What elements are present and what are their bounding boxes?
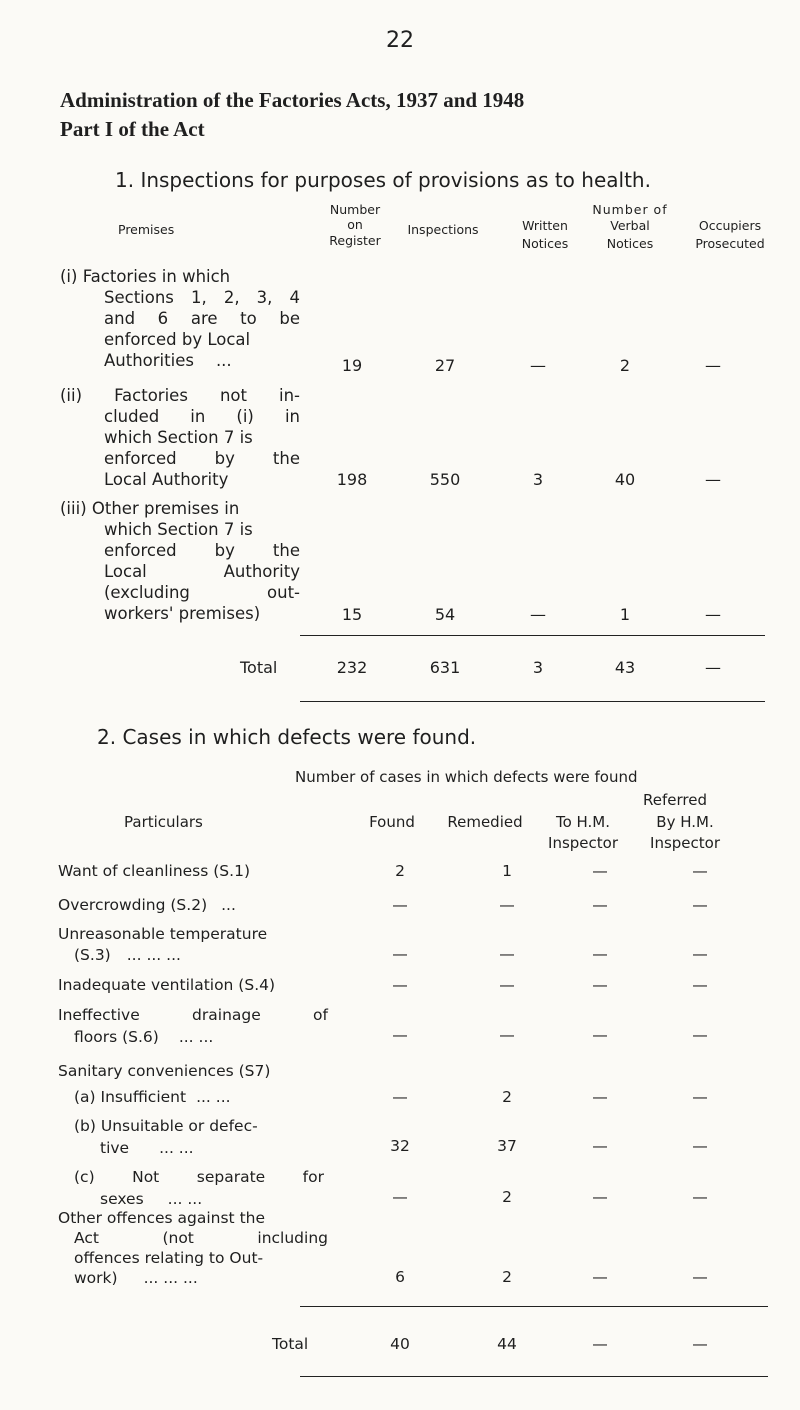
cell-remedied: — bbox=[499, 1026, 515, 1044]
table-row-label: (iii) Other premises in which Section 7 is enforced by the Local Authority (excluding out- workers' premises) bbox=[60, 499, 300, 623]
cell-inspections: 27 bbox=[434, 356, 456, 375]
table-row-label: Overcrowding (S.2) ... bbox=[58, 896, 236, 914]
header-occupiers-prosecuted: Occupiers Prosecuted bbox=[695, 218, 765, 251]
cell-to-hm: — bbox=[592, 1188, 608, 1206]
divider bbox=[300, 635, 765, 636]
table-row-label: Sanitary conveniences (S7) bbox=[58, 1062, 271, 1080]
section2-title: 2. Cases in which defects were found. bbox=[97, 725, 477, 749]
cell-by-hm: — bbox=[692, 1268, 708, 1286]
header-register: Number on Register bbox=[329, 202, 381, 248]
cell-verbal: 2 bbox=[619, 356, 631, 375]
total-to-hm: — bbox=[592, 1335, 608, 1353]
total-label: Total bbox=[272, 1335, 309, 1353]
cell-inspections: 54 bbox=[434, 605, 456, 624]
cell-to-hm: — bbox=[592, 1026, 608, 1044]
total-verbal: 43 bbox=[614, 658, 636, 677]
header-number-of: Number of bbox=[592, 202, 668, 217]
cell-remedied: 1 bbox=[502, 862, 512, 880]
cell-remedied: — bbox=[499, 945, 515, 963]
cell-by-hm: — bbox=[692, 862, 708, 880]
cell-by-hm: — bbox=[692, 945, 708, 963]
cell-remedied: 2 bbox=[502, 1188, 512, 1206]
header-referred: Referred bbox=[643, 791, 707, 809]
total-found: 40 bbox=[390, 1335, 410, 1353]
cell-occupiers: — bbox=[705, 356, 721, 375]
total-register: 232 bbox=[336, 658, 368, 677]
cell-found: — bbox=[392, 976, 408, 994]
cell-register: 19 bbox=[341, 356, 363, 375]
divider bbox=[300, 1306, 768, 1307]
cell-by-hm: — bbox=[692, 976, 708, 994]
cell-to-hm: — bbox=[592, 1268, 608, 1286]
cell-found: — bbox=[392, 1026, 408, 1044]
table-row-label: Unreasonable temperature (S.3) ... ... ... bbox=[58, 925, 268, 964]
page-heading: Administration of the Factories Acts, 1937 and 1948 bbox=[60, 88, 525, 112]
header-inspections: Inspections bbox=[407, 222, 479, 237]
header-premises: Premises bbox=[118, 222, 175, 237]
total-by-hm: — bbox=[692, 1335, 708, 1353]
divider bbox=[300, 1376, 768, 1377]
table-row-label: (a) Insufficient ... ... bbox=[74, 1088, 231, 1106]
total-remedied: 44 bbox=[497, 1335, 517, 1353]
cell-register: 198 bbox=[336, 470, 368, 489]
header-to-hm-inspector: To H.M. Inspector bbox=[548, 813, 618, 852]
cell-written: 3 bbox=[532, 470, 544, 489]
header-particulars: Particulars bbox=[124, 813, 203, 831]
cell-to-hm: — bbox=[592, 862, 608, 880]
page-number: 22 bbox=[386, 28, 414, 53]
header-found: Found bbox=[369, 813, 415, 831]
divider bbox=[300, 701, 765, 702]
cell-verbal: 40 bbox=[614, 470, 636, 489]
cell-to-hm: — bbox=[592, 1088, 608, 1106]
cell-by-hm: — bbox=[692, 1137, 708, 1155]
cell-to-hm: — bbox=[592, 945, 608, 963]
table-row-label: Other offences against the Act (not including offences relating to Out- work) ... ... ... bbox=[58, 1209, 328, 1287]
cell-remedied: — bbox=[499, 896, 515, 914]
header-verbal-notices: Verbal Notices bbox=[606, 218, 654, 251]
table-row-label: (i) Factories in which Sections 1, 2, 3, 4 and 6 are to be enforced by Local Authorities ... bbox=[60, 267, 300, 370]
section1-title: 1. Inspections for purposes of provisions as to health. bbox=[115, 168, 651, 192]
cell-remedied: 37 bbox=[497, 1137, 517, 1155]
table-row-label: (b) Unsuitable or defec- tive ... ... bbox=[74, 1117, 258, 1157]
header-group: Number of cases in which defects were found bbox=[295, 768, 638, 786]
cell-inspections: 550 bbox=[429, 470, 461, 489]
total-occupiers: — bbox=[705, 658, 721, 677]
table-row-label: Ineffective drainage of floors (S.6) ... ... bbox=[58, 1006, 328, 1046]
cell-remedied: — bbox=[499, 976, 515, 994]
part-heading: Part I of the Act bbox=[60, 117, 205, 141]
cell-found: 6 bbox=[395, 1268, 405, 1286]
cell-by-hm: — bbox=[692, 1188, 708, 1206]
cell-register: 15 bbox=[341, 605, 363, 624]
cell-to-hm: — bbox=[592, 1137, 608, 1155]
header-written-notices: Written Notices bbox=[521, 218, 569, 251]
cell-remedied: 2 bbox=[502, 1268, 512, 1286]
cell-by-hm: — bbox=[692, 1026, 708, 1044]
total-written: 3 bbox=[532, 658, 544, 677]
cell-found: 2 bbox=[395, 862, 405, 880]
table-row-label: (ii) Factories not in- cluded in (i) in which Section 7 is enforced by the Local Authority bbox=[60, 386, 300, 489]
total-inspections: 631 bbox=[429, 658, 461, 677]
cell-written: — bbox=[530, 605, 546, 624]
cell-found: — bbox=[392, 896, 408, 914]
cell-to-hm: — bbox=[592, 976, 608, 994]
cell-by-hm: — bbox=[692, 896, 708, 914]
header-remedied: Remedied bbox=[447, 813, 523, 831]
cell-found: — bbox=[392, 1188, 408, 1206]
cell-to-hm: — bbox=[592, 896, 608, 914]
total-label: Total bbox=[240, 658, 278, 677]
cell-found: — bbox=[392, 1088, 408, 1106]
table-row-label: Inadequate ventilation (S.4) bbox=[58, 976, 276, 994]
cell-found: 32 bbox=[390, 1137, 410, 1155]
table-row-label: Want of cleanliness (S.1) bbox=[58, 862, 250, 880]
cell-remedied: 2 bbox=[502, 1088, 512, 1106]
cell-found: — bbox=[392, 945, 408, 963]
cell-written: — bbox=[530, 356, 546, 375]
cell-occupiers: — bbox=[705, 470, 721, 489]
cell-verbal: 1 bbox=[619, 605, 631, 624]
cell-occupiers: — bbox=[705, 605, 721, 624]
table-row-label: (c) Not separate for sexes ... ... bbox=[74, 1168, 324, 1208]
cell-by-hm: — bbox=[692, 1088, 708, 1106]
header-by-hm-inspector: By H.M. Inspector bbox=[650, 813, 720, 852]
